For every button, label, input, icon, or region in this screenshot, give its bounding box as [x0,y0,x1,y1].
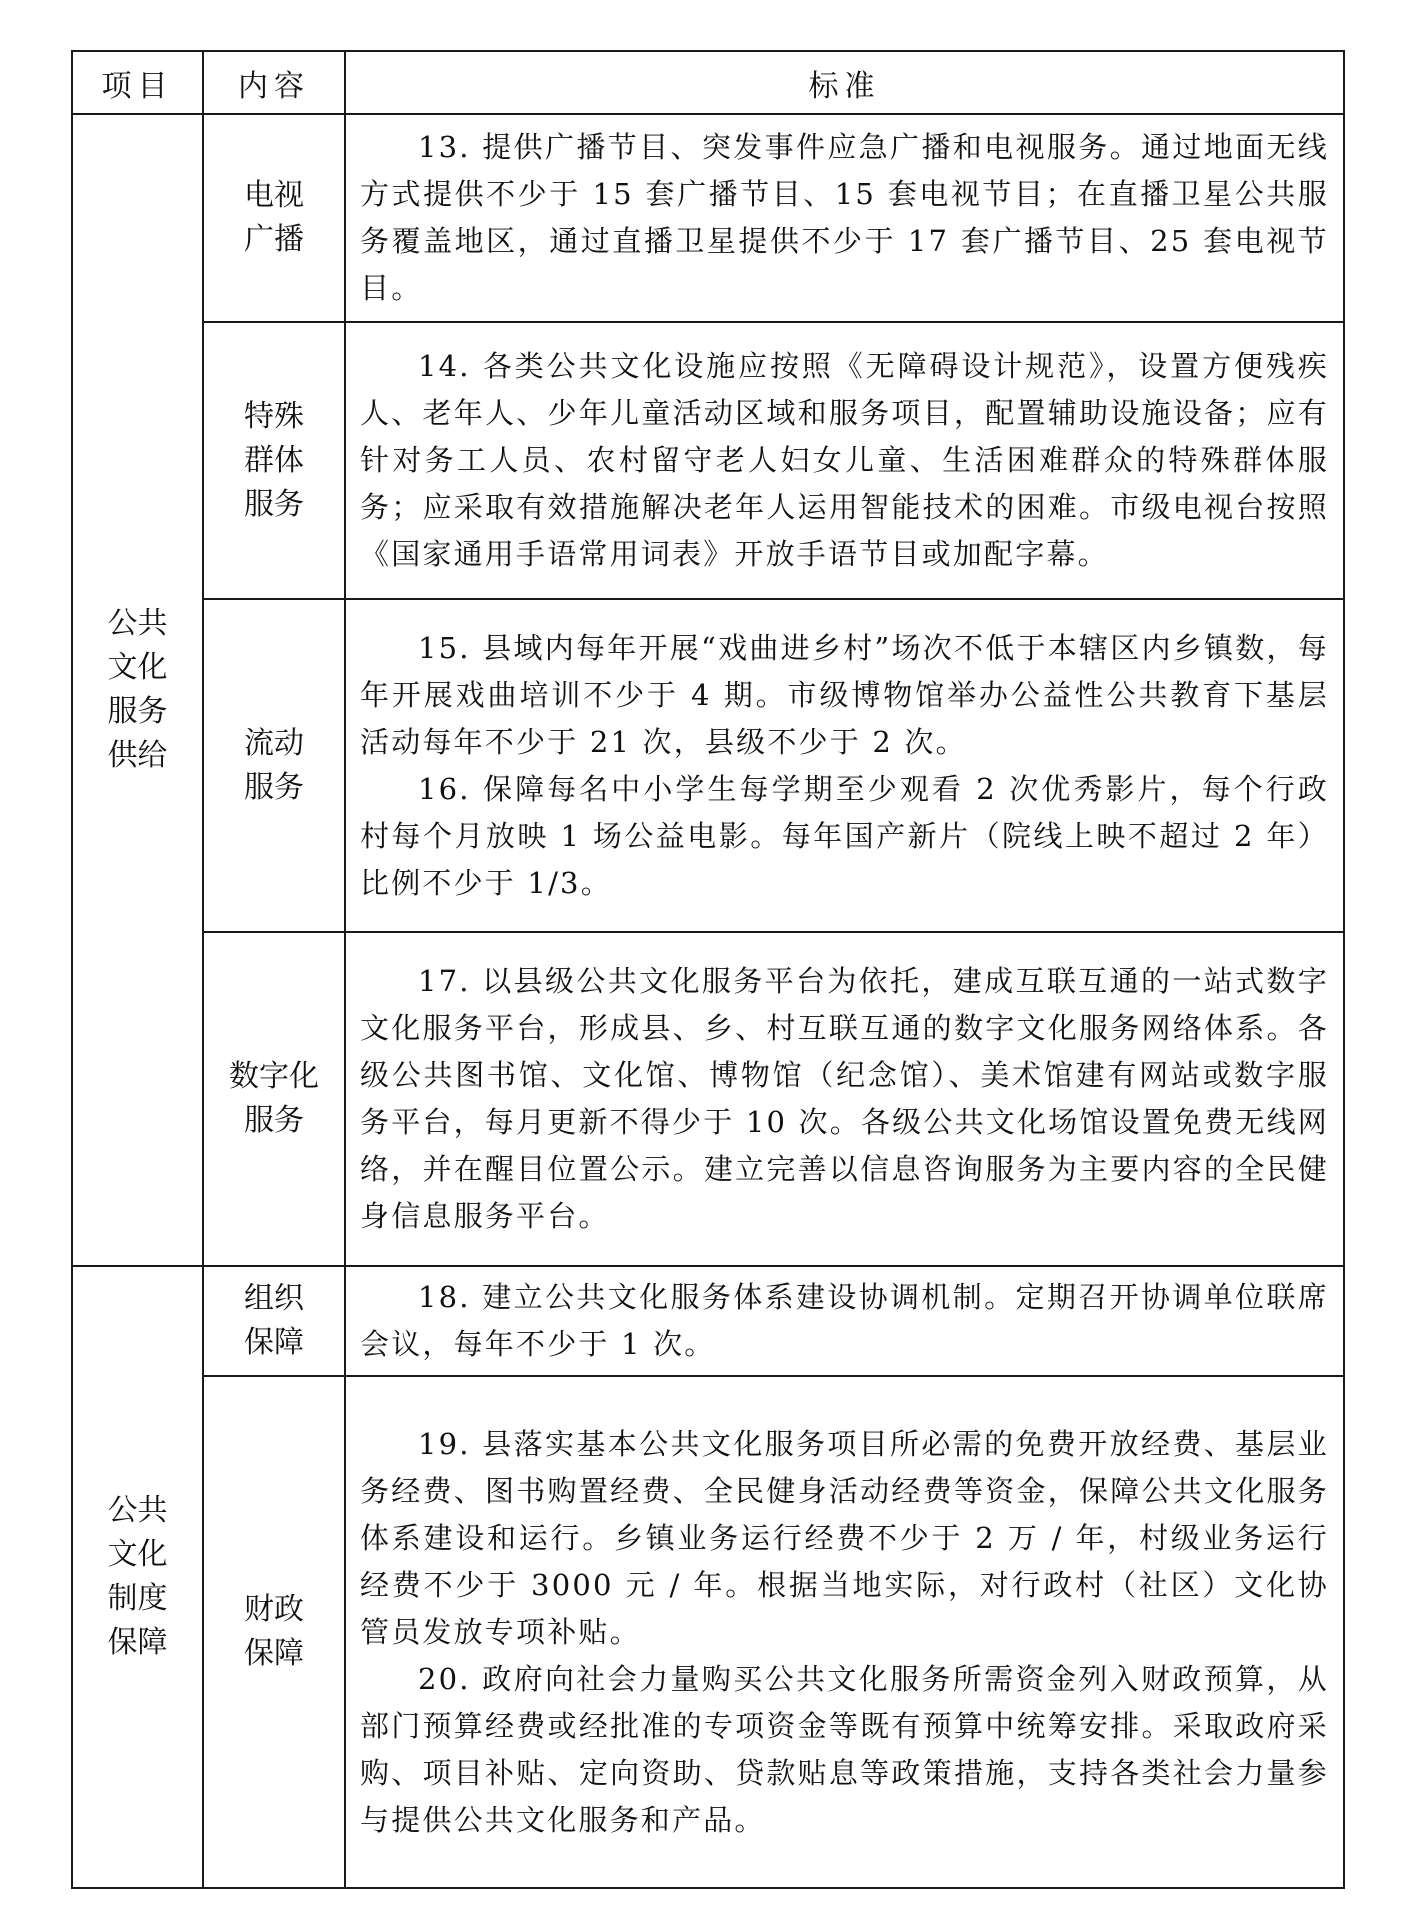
standard-cell [345,322,1344,599]
table-row [72,1266,1344,1376]
standard-paragraph: 18. 建立公共文化服务体系建设协调机制。定期召开协调单位联席会议，每年不少于 1 次。 [360,1280,1329,1362]
category-line: 保障 [107,1625,168,1661]
standard-paragraph: 19. 县落实基本公共文化服务项目所必需的免费开放经费、基层业务经费、图书购置经费、全民健身活动经费等资金，保障公共文化服务体系建设和运行。乡镇业务运行经费不少于 2 万 / 年，村级业务运行经费不少于 3000 元 / 年。根据当地实际，对行政村（社区）文化协管员发放专项补贴。 [360,1426,1329,1649]
label-line: 广播 [244,221,304,257]
label-line: 电视 [244,177,304,213]
content-label-cell [203,1376,345,1888]
standard-cell [345,1266,1344,1376]
table-row [72,599,1344,932]
standards-table [71,50,1345,1889]
category-cell [72,114,203,1266]
standard-paragraph: 14. 各类公共文化设施应按照《无障碍设计规范》，设置方便残疾人、老年人、少年儿童活动区域和服务项目，配置辅助设施设备；应有针对务工人员、农村留守老人妇女儿童、生活困难群众的特殊群体服务；应采取有效措施解决老年人运用智能技术的困难。市级电视台按照《国家通用手语常用词表》开放手语节目或加配字幕。 [360,349,1329,572]
header-project: 项目 [72,51,203,114]
standard-cell [345,599,1344,932]
label-line: 特殊 [244,398,304,434]
category-line: 服务 [107,694,168,730]
label-line: 组织 [244,1281,304,1317]
label-line: 流动 [244,725,304,761]
content-label-cell [203,932,345,1266]
label-line: 保障 [244,1325,304,1361]
standard-paragraph: 15. 县域内每年开展“戏曲进乡村”场次不低于本辖区内乡镇数，每年开展戏曲培训不少于 4 期。市级博物馆举办公益性公共教育下基层活动每年不少于 21 次，县级不少于 2 次。 [360,630,1329,759]
label-line: 保障 [244,1636,304,1672]
label-line: 财政 [244,1592,304,1628]
standard-cell [345,932,1344,1266]
table-row [72,932,1344,1266]
label-line: 服务 [244,769,304,805]
category-line: 文化 [107,650,168,686]
content-label-cell [203,114,345,322]
header-content: 内容 [203,51,345,114]
table-row [72,322,1344,599]
standard-paragraph: 16. 保障每名中小学生每学期至少观看 2 次优秀影片，每个行政村每个月放映 1 场公益电影。每年国产新片（院线上映不超过 2 年）比例不少于 1/3。 [360,771,1329,900]
content-label-cell [203,322,345,599]
category-line: 供给 [107,738,168,774]
standard-paragraph: 20. 政府向社会力量购买公共文化服务所需资金列入财政预算，从部门预算经费或经批准的专项资金等既有预算中统筹安排。采取政府采购、项目补贴、定向资助、贷款贴息等政策措施，支持各类社会力量参与提供公共文化服务和产品。 [360,1661,1329,1837]
label-line: 数字化 [229,1059,319,1095]
table-row [72,114,1344,322]
standard-paragraph: 13. 提供广播节目、突发事件应急广播和电视服务。通过地面无线方式提供不少于 15 套广播节目、15 套电视节目；在直播卫星公共服务覆盖地区，通过直播卫星提供不少于 17 套广播节目、25 套电视节目。 [360,129,1329,305]
category-line: 制度 [107,1581,168,1617]
header-row [72,51,1344,114]
standard-paragraph: 17. 以县级公共文化服务平台为依托，建成互联互通的一站式数字文化服务平台，形成县、乡、村互联互通的数字文化服务网络体系。各级公共图书馆、文化馆、博物馆（纪念馆）、美术馆建有网站或数字服务平台，每月更新不得少于 10 次。各级公共文化场馆设置免费无线网络，并在醒目位置公示。建立完善以信息咨询服务为主要内容的全民健身信息服务平台。 [360,964,1329,1234]
category-line: 公共 [107,606,168,642]
category-cell [72,1266,203,1888]
category-line: 公共 [107,1493,168,1529]
table-row [72,1376,1344,1888]
category-line: 文化 [107,1537,168,1573]
label-line: 服务 [244,1103,304,1139]
label-line: 群体 [244,442,304,478]
label-line: 服务 [244,486,304,522]
content-label-cell [203,1266,345,1376]
standard-cell [345,114,1344,322]
standard-cell [345,1376,1344,1888]
content-label-cell [203,599,345,932]
header-standard: 标准 [345,51,1344,114]
